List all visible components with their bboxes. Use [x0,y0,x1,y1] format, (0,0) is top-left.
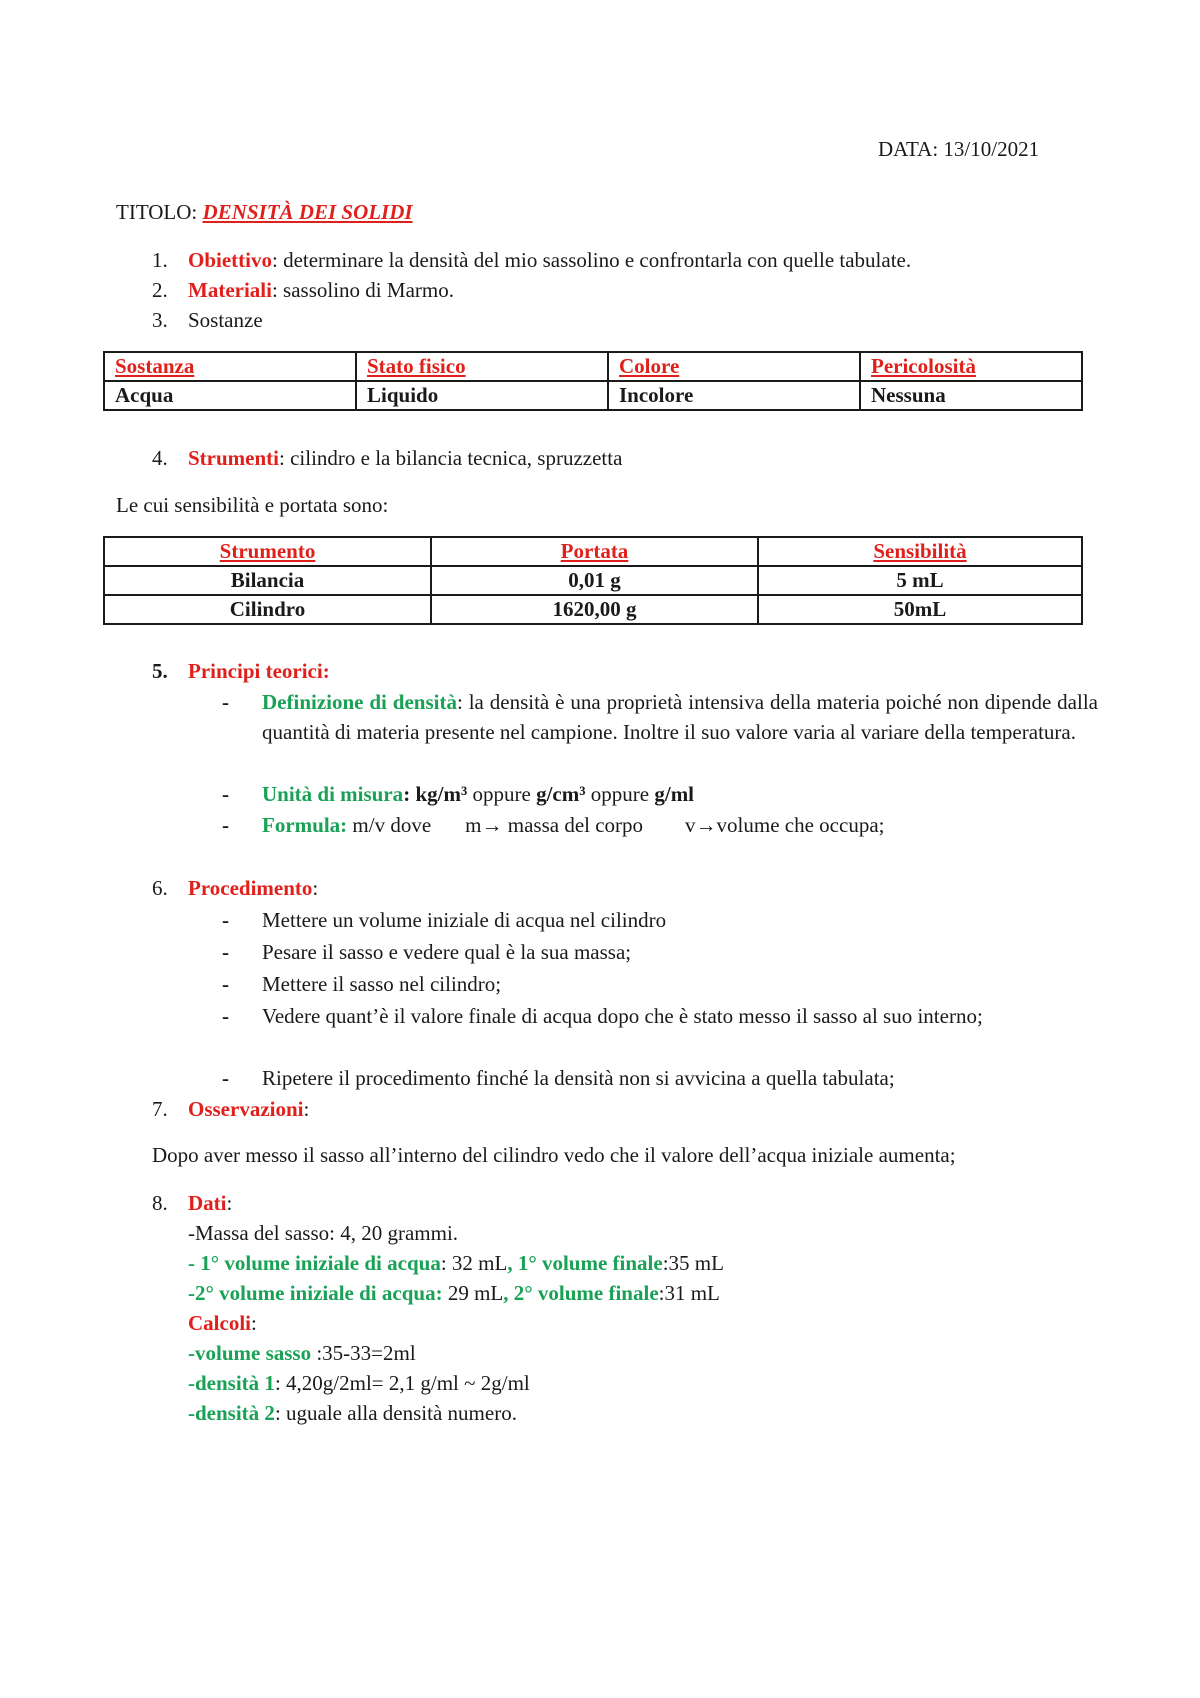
table-header-row [104,352,1082,381]
list-number: 1. [152,248,168,272]
first-final-volume-label: , 1° volume finale [507,1251,663,1275]
calculations-label: Calcoli [188,1311,251,1335]
table-header-cell: Sostanza [104,352,356,381]
bullet-dash: - [222,972,229,996]
table-cell: 0,01 g [431,566,758,595]
arrow-right-icon: → [481,813,503,837]
bullet-dash: - [222,690,229,714]
formula-v: v [685,813,696,837]
formula-v-text: volume che occupa; [716,813,885,837]
instruments-table [103,536,1083,625]
observations-colon: : [303,1097,310,1121]
definition-label: Definizione di densità [262,690,457,714]
density-1-label: -densità 1 [188,1371,275,1395]
procedure-colon: : [312,876,319,900]
bullet-dash: - [222,908,229,932]
table-cell: 5 mL [758,566,1082,595]
observations-label: Osservazioni [188,1097,304,1121]
second-volume-line [188,1278,724,1308]
procedure-step: Mettere un volume iniziale di acqua nel cilindro [262,908,667,932]
objective-label: Obiettivo [188,248,272,272]
table-cell: Acqua [104,381,356,410]
formula-m-text: massa del corpo [507,813,644,837]
title-label: TITOLO: [116,200,198,224]
density-2-line [188,1398,724,1428]
table-header-cell: Portata [431,537,758,566]
stone-volume-label: -volume sasso [188,1341,312,1365]
second-final-volume-value: :31 mL [658,1281,720,1305]
stone-volume-value: :35-33=2ml [311,1341,416,1365]
data-label: Dati [188,1191,227,1215]
list-number: 2. [152,278,168,302]
first-initial-volume-label: - 1° volume iniziale di acqua [188,1251,441,1275]
formula-line [262,810,1098,840]
density-2-label: -densità 2 [188,1401,275,1425]
substances-text: Sostanze [188,308,263,332]
table-cell: 50mL [758,595,1082,624]
substances-table [103,351,1083,411]
procedure-step: Vedere quant’è il valore finale di acqua dopo che è stato messo il sasso al suo interno; [262,1004,983,1028]
observations-text: Dopo aver messo il sasso all’interno del cilindro vedo che il valore dell’acqua iniziale aumenta; [152,1143,956,1167]
formula-text: m/v dove [352,813,432,837]
procedure-label: Procedimento [188,876,313,900]
data-block [188,1218,724,1428]
formula-label: Formula: [262,813,348,837]
table-row [104,595,1082,624]
definition-paragraph [262,687,1098,747]
density-1-value: : 4,20g/2ml= 2,1 g/ml ~ 2g/ml [274,1371,530,1395]
bullet-dash: - [222,1066,229,1090]
materials-text: : sassolino di Marmo. [271,278,454,302]
materials-label: Materiali [188,278,272,302]
bullet-dash: - [222,940,229,964]
units-label: Unità di misura [262,782,404,806]
unit-kg-m3: kg/m³ [415,782,468,806]
document-date: DATA: 13/10/2021 [878,137,1040,161]
second-final-volume-label: , 2° volume finale [503,1281,659,1305]
list-number: 3. [152,308,168,332]
table-cell: Cilindro [104,595,431,624]
table-header-cell: Colore [608,352,860,381]
table-header-cell: Pericolosità [860,352,1082,381]
formula-m: m [465,813,482,837]
unit-g-cm3: g/cm³ [536,782,586,806]
first-initial-volume-value: : 32 mL [440,1251,508,1275]
units-line [262,779,1098,809]
principles-label: Principi teorici: [188,659,330,683]
stone-mass: -Massa del sasso: 4, 20 grammi. [188,1221,459,1245]
procedure-step: Ripetere il procedimento finché la densità non si avvicina a quella tabulata; [262,1066,895,1090]
table-header-row [104,537,1082,566]
first-final-volume-value: :35 mL [662,1251,724,1275]
arrow-right-icon: → [695,813,717,837]
unit-g-ml: g/ml [654,782,695,806]
unit-or: oppure [590,782,650,806]
density-1-line [188,1368,724,1398]
sensitivity-intro: Le cui sensibilità e portata sono: [116,493,389,517]
table-header-cell: Stato fisico [356,352,608,381]
bullet-dash: - [222,1004,229,1028]
objective-text: : determinare la densità del mio sassolino e confrontarla con quelle tabulate. [272,248,912,272]
first-volume-line [188,1248,724,1278]
definition-text: : la densità è una proprietà intensiva della materia poiché non dipende dalla quantità di materia presente nel campione. Inoltre il suo valore varia al variare della temperatura. [262,690,1098,744]
table-row [104,381,1082,410]
second-initial-volume-label: -2° volume iniziale di acqua: [188,1281,443,1305]
calculations-heading [188,1308,724,1338]
table-cell: Nessuna [860,381,1082,410]
list-number: 8. [152,1191,168,1215]
table-cell: 1620,00 g [431,595,758,624]
instruments-text: : cilindro e la bilancia tecnica, spruzzetta [279,446,623,470]
units-colon: : [403,782,411,806]
list-number: 6. [152,876,168,900]
table-row [104,566,1082,595]
list-number: 5. [152,659,168,683]
bullet-dash: - [222,782,229,806]
density-2-value: : uguale alla densità numero. [274,1401,517,1425]
table-header-cell: Strumento [104,537,431,566]
list-number: 4. [152,446,168,470]
procedure-step: Mettere il sasso nel cilindro; [262,972,502,996]
procedure-step: Pesare il sasso e vedere qual è la sua massa; [262,940,632,964]
unit-or: oppure [472,782,531,806]
data-colon: : [226,1191,233,1215]
title-value: DENSITÀ DEI SOLIDI [202,200,413,224]
table-cell: Liquido [356,381,608,410]
stone-volume-line [188,1338,724,1368]
table-cell: Incolore [608,381,860,410]
second-initial-volume-value: 29 mL [442,1281,504,1305]
calculations-colon: : [251,1311,257,1335]
instruments-label: Strumenti [188,446,279,470]
table-header-cell: Sensibilità [758,537,1082,566]
list-number: 7. [152,1097,168,1121]
table-cell: Bilancia [104,566,431,595]
bullet-dash: - [222,813,229,837]
document-title [116,197,413,227]
